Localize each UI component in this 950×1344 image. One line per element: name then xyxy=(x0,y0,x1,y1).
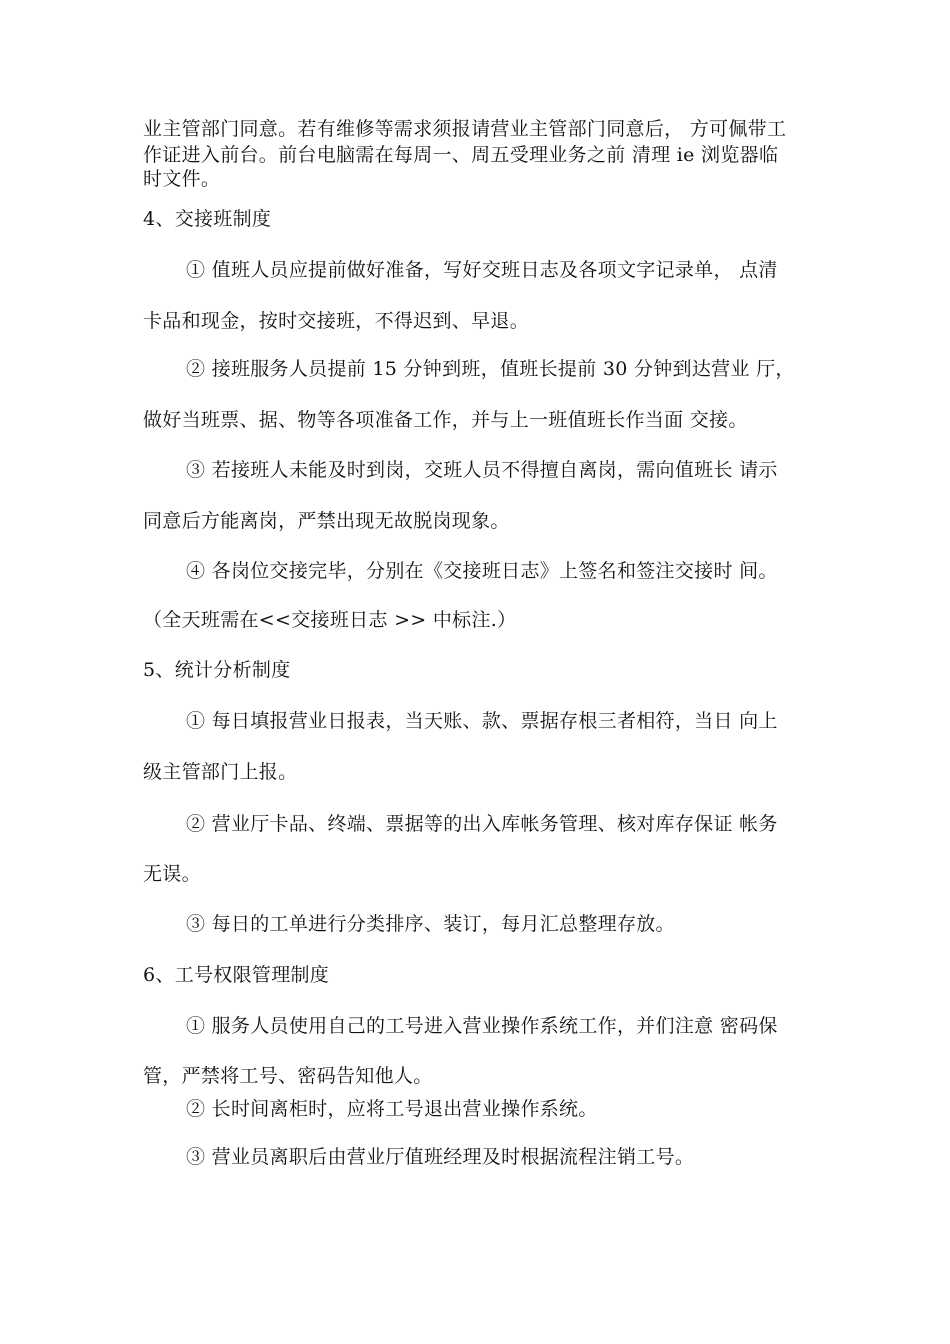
text-line: ③ 营业员离职后由营业厅值班经理及时根据流程注销工号。 xyxy=(186,1146,695,1168)
text-line: ① 服务人员使用自己的工号进入营业操作系统工作，并们注意 密码保 xyxy=(186,1015,778,1037)
text-line: 时文件。 xyxy=(143,168,221,190)
text-line: 管，严禁将工号、密码告知他人。 xyxy=(143,1065,433,1087)
section-heading: 4、交接班制度 xyxy=(143,208,272,230)
text-line: 卡品和现金，按时交接班，不得迟到、早退。 xyxy=(143,310,530,332)
text-line: 同意后方能离岗，严禁出现无故脱岗现象。 xyxy=(143,510,510,532)
text-line: ② 接班服务人员提前 15 分钟到班，值班长提前 30 分钟到达营业 厅， xyxy=(186,358,795,380)
text-line: 作证进入前台。前台电脑需在每周一、周五受理业务之前 清理 ie 浏览器临 xyxy=(143,144,779,166)
text-line: ④ 各岗位交接完毕，分别在《交接班日志》上签名和签注交接时 间。 xyxy=(186,560,778,582)
text-line: ② 长时间离柜时，应将工号退出营业操作系统。 xyxy=(186,1098,598,1120)
text-line: ③ 每日的工单进行分类排序、装订，每月汇总整理存放。 xyxy=(186,913,675,935)
text-line: ① 值班人员应提前做好准备，写好交班日志及各项文字记录单， 点清 xyxy=(186,259,778,281)
text-line: 做好当班票、据、物等各项准备工作，并与上一班值班长作当面 交接。 xyxy=(143,409,748,431)
section-heading: 6、工号权限管理制度 xyxy=(143,964,330,986)
text-line: ③ 若接班人未能及时到岗，交班人员不得擅自离岗，需向值班长 请示 xyxy=(186,459,778,481)
text-line: 级主管部门上报。 xyxy=(143,761,298,783)
text-line: 业主管部门同意。若有维修等需求须报请营业主管部门同意后， 方可佩带工 xyxy=(143,118,787,140)
text-line: ① 每日填报营业日报表，当天账、款、票据存根三者相符，当日 向上 xyxy=(186,710,778,732)
text-line: ② 营业厅卡品、终端、票据等的出入库帐务管理、核对库存保证 帐务 xyxy=(186,813,778,835)
section-heading: 5、统计分析制度 xyxy=(143,659,291,681)
text-line: （全天班需在<<交接班日志 >> 中标注.） xyxy=(143,609,517,631)
text-line: 无误。 xyxy=(143,863,201,885)
